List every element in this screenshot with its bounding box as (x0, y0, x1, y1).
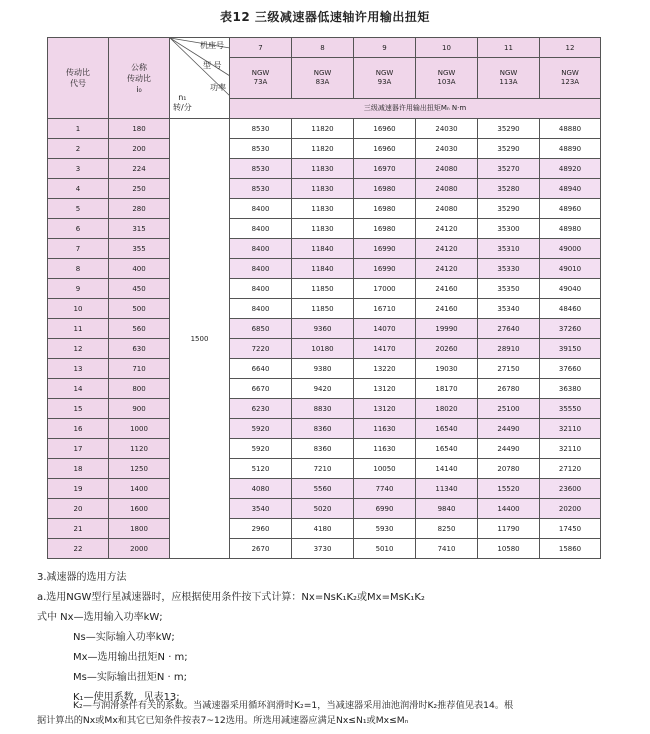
table-row (48, 439, 601, 459)
row-code: 20 (48, 499, 109, 519)
notes-line-mx: Mx—选用输出扭矩N · m; (73, 652, 188, 663)
row-code: 3 (48, 159, 109, 179)
torque-caption: 三级减速器许用输出扭矩Mₙ N·m (230, 98, 601, 118)
torque-value: 18020 (416, 399, 478, 419)
notes-line-ns: Ns—实际输入功率kW; (73, 632, 175, 643)
row-ratio: 180 (109, 119, 170, 139)
torque-value: 4180 (292, 519, 354, 539)
torque-value: 9380 (292, 359, 354, 379)
notes-line-last: 据计算出的Nx或Mx和其它已知条件按表7~12选用。所选用减速器应满足Nx≤N₁或Mx≤Mₙ (37, 715, 409, 726)
row-code: 17 (48, 439, 109, 459)
table-row (48, 359, 601, 379)
table-row (48, 179, 601, 199)
torque-value: 35290 (478, 119, 540, 139)
torque-value: 16980 (354, 179, 416, 199)
torque-value: 48980 (540, 219, 601, 239)
torque-value: 26780 (478, 379, 540, 399)
diag-frame-label: 机座号 (200, 41, 224, 50)
row-ratio: 900 (109, 399, 170, 419)
row-code: 22 (48, 539, 109, 559)
model-123a: NGW 123A (540, 58, 601, 99)
torque-value: 48890 (540, 139, 601, 159)
table-row (48, 459, 601, 479)
torque-value: 8400 (230, 279, 292, 299)
torque-value: 11790 (478, 519, 540, 539)
torque-value: 5120 (230, 459, 292, 479)
row-ratio: 630 (109, 339, 170, 359)
notes-line-ms: Ms—实际输出扭矩N · m; (73, 672, 187, 683)
torque-value: 48920 (540, 159, 601, 179)
row-ratio: 1800 (109, 519, 170, 539)
notes-line-a: a.选用NGW型行星减速器时，应根据使用条件按下式计算：Nx=NsK₁K₂或Mx=MsK₁K₂ (37, 592, 425, 603)
row-code: 18 (48, 459, 109, 479)
torque-value: 8830 (292, 399, 354, 419)
row-ratio: 200 (109, 139, 170, 159)
torque-value: 24030 (416, 119, 478, 139)
torque-value: 19990 (416, 319, 478, 339)
torque-value: 35280 (478, 179, 540, 199)
torque-value: 7210 (292, 459, 354, 479)
torque-value: 13120 (354, 399, 416, 419)
torque-value: 11830 (292, 199, 354, 219)
torque-value: 16980 (354, 199, 416, 219)
torque-value: 5920 (230, 419, 292, 439)
row-ratio: 710 (109, 359, 170, 379)
torque-value: 20200 (540, 499, 601, 519)
row-ratio: 280 (109, 199, 170, 219)
torque-value: 24120 (416, 259, 478, 279)
torque-value: 16980 (354, 219, 416, 239)
table-row (48, 379, 601, 399)
torque-value: 20780 (478, 459, 540, 479)
torque-value: 49040 (540, 279, 601, 299)
torque-value: 8360 (292, 419, 354, 439)
diag-power-label: 功率 (210, 83, 226, 92)
row-ratio: 1400 (109, 479, 170, 499)
row-code: 1 (48, 119, 109, 139)
torque-value: 8360 (292, 439, 354, 459)
row-code: 9 (48, 279, 109, 299)
torque-value: 11820 (292, 139, 354, 159)
torque-value: 2960 (230, 519, 292, 539)
torque-value: 28910 (478, 339, 540, 359)
torque-value: 8400 (230, 219, 292, 239)
row-ratio: 560 (109, 319, 170, 339)
torque-value: 27120 (540, 459, 601, 479)
row-code: 6 (48, 219, 109, 239)
torque-value: 7740 (354, 479, 416, 499)
torque-value: 6850 (230, 319, 292, 339)
torque-value: 25100 (478, 399, 540, 419)
row-ratio: 224 (109, 159, 170, 179)
torque-value: 5920 (230, 439, 292, 459)
model-73a: NGW 73A (230, 58, 292, 99)
torque-value: 11830 (292, 179, 354, 199)
torque-value: 7220 (230, 339, 292, 359)
torque-value: 16990 (354, 259, 416, 279)
row-code: 21 (48, 519, 109, 539)
frame-no-7: 7 (230, 38, 292, 58)
frame-no-8: 8 (292, 38, 354, 58)
row-ratio: 315 (109, 219, 170, 239)
table-row (48, 159, 601, 179)
torque-value: 8530 (230, 119, 292, 139)
notes-line-k2: K₂—与润滑条件有关的系数。当减速器采用循环润滑时K₂=1，当减速器采用油池润滑时K₂推荐值见表14。根 (73, 700, 514, 711)
torque-value: 37660 (540, 359, 601, 379)
torque-value: 8530 (230, 179, 292, 199)
torque-value: 11850 (292, 299, 354, 319)
torque-value: 36380 (540, 379, 601, 399)
torque-value: 35290 (478, 139, 540, 159)
torque-value: 6990 (354, 499, 416, 519)
torque-value: 10580 (478, 539, 540, 559)
torque-value: 39150 (540, 339, 601, 359)
model-103a: NGW 103A (416, 58, 478, 99)
row-code: 12 (48, 339, 109, 359)
torque-value: 16960 (354, 119, 416, 139)
torque-value: 24160 (416, 299, 478, 319)
torque-value: 37260 (540, 319, 601, 339)
torque-value: 8400 (230, 299, 292, 319)
torque-value: 16990 (354, 239, 416, 259)
model-113a: NGW 113A (478, 58, 540, 99)
frame-no-11: 11 (478, 38, 540, 58)
frame-no-12: 12 (540, 38, 601, 58)
row-code: 16 (48, 419, 109, 439)
torque-value: 6670 (230, 379, 292, 399)
torque-value: 10050 (354, 459, 416, 479)
torque-value: 11850 (292, 279, 354, 299)
torque-value: 48880 (540, 119, 601, 139)
table-row (48, 139, 601, 159)
table-row (48, 519, 601, 539)
torque-value: 11830 (292, 159, 354, 179)
row-code: 4 (48, 179, 109, 199)
row-ratio: 1120 (109, 439, 170, 459)
torque-value: 9840 (416, 499, 478, 519)
row-ratio: 2000 (109, 539, 170, 559)
frame-no-9: 9 (354, 38, 416, 58)
torque-value: 27150 (478, 359, 540, 379)
torque-value: 11840 (292, 239, 354, 259)
torque-value: 24080 (416, 199, 478, 219)
torque-value: 35300 (478, 219, 540, 239)
torque-value: 24030 (416, 139, 478, 159)
torque-value: 6640 (230, 359, 292, 379)
torque-value: 24490 (478, 439, 540, 459)
row-ratio: 1600 (109, 499, 170, 519)
row-ratio: 1250 (109, 459, 170, 479)
row-ratio: 1000 (109, 419, 170, 439)
model-93a: NGW 93A (354, 58, 416, 99)
torque-value: 23600 (540, 479, 601, 499)
torque-value: 48960 (540, 199, 601, 219)
torque-value: 15860 (540, 539, 601, 559)
torque-value: 5930 (354, 519, 416, 539)
table-row (48, 279, 601, 299)
table-row (48, 499, 601, 519)
diag-speed-label: n₁ 转/分 (173, 93, 192, 112)
torque-value: 18170 (416, 379, 478, 399)
torque-value: 49010 (540, 259, 601, 279)
table-row (48, 219, 601, 239)
torque-value: 24160 (416, 279, 478, 299)
torque-value: 9360 (292, 319, 354, 339)
torque-value: 11340 (416, 479, 478, 499)
table-row (48, 239, 601, 259)
torque-value: 24120 (416, 239, 478, 259)
torque-value: 16540 (416, 419, 478, 439)
torque-value: 14140 (416, 459, 478, 479)
row-code: 15 (48, 399, 109, 419)
torque-value: 8400 (230, 239, 292, 259)
torque-value: 2670 (230, 539, 292, 559)
torque-value: 35270 (478, 159, 540, 179)
notes-line-where: 式中 Nx—选用输入功率kW; (37, 612, 163, 623)
table-row (48, 399, 601, 419)
torque-value: 11630 (354, 439, 416, 459)
torque-value: 24080 (416, 179, 478, 199)
torque-value: 49000 (540, 239, 601, 259)
row-code: 10 (48, 299, 109, 319)
torque-value: 19030 (416, 359, 478, 379)
torque-value: 8530 (230, 159, 292, 179)
torque-value: 5010 (354, 539, 416, 559)
torque-value: 11630 (354, 419, 416, 439)
torque-value: 15520 (478, 479, 540, 499)
torque-value: 16970 (354, 159, 416, 179)
row-code: 5 (48, 199, 109, 219)
torque-value: 48940 (540, 179, 601, 199)
frame-no-10: 10 (416, 38, 478, 58)
torque-value: 8530 (230, 139, 292, 159)
torque-value: 9420 (292, 379, 354, 399)
torque-value: 14070 (354, 319, 416, 339)
header-diagonal-cell (170, 38, 230, 119)
table-row (48, 479, 601, 499)
row-code: 13 (48, 359, 109, 379)
table-row (48, 299, 601, 319)
row-code: 19 (48, 479, 109, 499)
torque-value: 32110 (540, 419, 601, 439)
torque-value: 5020 (292, 499, 354, 519)
torque-value: 11820 (292, 119, 354, 139)
torque-value: 35310 (478, 239, 540, 259)
table-row (48, 259, 601, 279)
header-nominal-ratio-label: 公称 传动比 i₀ (127, 62, 151, 94)
torque-value: 13120 (354, 379, 416, 399)
notes-line-k1: K₁—使用系数，见表13; (73, 692, 180, 703)
torque-value: 17450 (540, 519, 601, 539)
torque-value: 35550 (540, 399, 601, 419)
torque-value: 14170 (354, 339, 416, 359)
torque-value: 6230 (230, 399, 292, 419)
torque-value: 20260 (416, 339, 478, 359)
row-code: 11 (48, 319, 109, 339)
torque-value: 27640 (478, 319, 540, 339)
row-code: 2 (48, 139, 109, 159)
torque-value: 3730 (292, 539, 354, 559)
row-code: 14 (48, 379, 109, 399)
header-transmission-code-label: 传动比 代号 (66, 68, 90, 88)
torque-value: 14400 (478, 499, 540, 519)
notes-heading: 3.减速器的选用方法 (37, 572, 127, 583)
torque-value: 48460 (540, 299, 601, 319)
table-row (48, 339, 601, 359)
torque-value: 11830 (292, 219, 354, 239)
header-transmission-code (48, 38, 109, 119)
torque-value: 24490 (478, 419, 540, 439)
row-ratio: 400 (109, 259, 170, 279)
torque-value: 17000 (354, 279, 416, 299)
row-ratio: 355 (109, 239, 170, 259)
torque-value: 16540 (416, 439, 478, 459)
torque-value: 16960 (354, 139, 416, 159)
row-ratio: 500 (109, 299, 170, 319)
table-row (48, 199, 601, 219)
torque-value: 35330 (478, 259, 540, 279)
row-code: 8 (48, 259, 109, 279)
table-row (48, 119, 601, 139)
row-ratio: 800 (109, 379, 170, 399)
torque-value: 32110 (540, 439, 601, 459)
torque-value: 8400 (230, 259, 292, 279)
torque-value: 4080 (230, 479, 292, 499)
header-nominal-ratio (109, 38, 170, 119)
diag-model-label: 型 号 (203, 61, 222, 70)
torque-value: 10180 (292, 339, 354, 359)
torque-value: 7410 (416, 539, 478, 559)
torque-value: 35340 (478, 299, 540, 319)
table-row (48, 419, 601, 439)
torque-value: 24120 (416, 219, 478, 239)
torque-value: 35290 (478, 199, 540, 219)
torque-value: 35350 (478, 279, 540, 299)
torque-value: 8250 (416, 519, 478, 539)
torque-table (47, 37, 601, 559)
table-body (48, 119, 601, 559)
speed-cell: 1500 (170, 119, 230, 559)
table-row (48, 319, 601, 339)
row-ratio: 450 (109, 279, 170, 299)
torque-value: 8400 (230, 199, 292, 219)
torque-value: 16710 (354, 299, 416, 319)
table-row (48, 539, 601, 559)
row-code: 7 (48, 239, 109, 259)
torque-value: 11840 (292, 259, 354, 279)
model-83a: NGW 83A (292, 58, 354, 99)
torque-value: 24080 (416, 159, 478, 179)
torque-value: 13220 (354, 359, 416, 379)
torque-value: 3540 (230, 499, 292, 519)
torque-value: 5560 (292, 479, 354, 499)
table-title: 表12 三级减速器低速轴许用输出扭矩 (220, 10, 430, 24)
row-ratio: 250 (109, 179, 170, 199)
